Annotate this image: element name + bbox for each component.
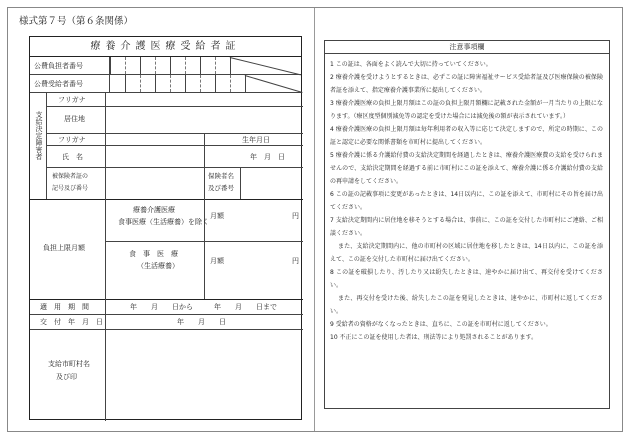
recipient-number-row: [30, 75, 301, 93]
note-item-7-continued: また、支給決定期間内に、他の市町村の区域に居住地を移したときは、14日以内に、この証を添えて、この証を交付した市町村に届け出てください。: [330, 243, 603, 263]
note-item-7: 7 支給決定期間内に居住地を移そうとする場合は、事前に、この証を交付した市町村にご連絡、ご相談ください。: [330, 217, 603, 237]
limit-row1-monthly-label: 月額: [210, 212, 224, 220]
birthdate-label: 生年月日: [242, 136, 270, 144]
note-item-6: 6 この証の記載事項に変更があったときは、14日以内に、この証を添えて、市町村にその旨を届け出てください。: [330, 191, 603, 211]
page-divider: [314, 8, 315, 431]
note-item-8-continued: また、再交付を受けた後、紛失したこの証を発見したときは、速やかに、市町村に返してください。: [330, 295, 603, 315]
diagonal-strike: [230, 57, 301, 75]
insurer-label-line1: 保険者名: [208, 172, 234, 180]
support-decided-person-label: 支給決定障害者: [35, 111, 43, 160]
limit-row2-monthly-label: 月額: [210, 257, 224, 265]
municipality-label-line2: 及び印: [56, 373, 77, 381]
furigana-label-address: フリガナ: [58, 96, 86, 104]
note-item-3: 3 療養介護医療の負担上限月額はこの証の負担上限月額欄に記載された金額が一月当たりの上限になります。（療区度型個別減免等の認定を受けた場合には減免後の額が表示されています。）: [330, 100, 603, 120]
name-label: 氏 名: [62, 153, 83, 161]
birthdate-value: 年 月 日: [250, 153, 285, 161]
municipality-label-line1: 支給市町村名: [48, 360, 90, 368]
notes-panel: [324, 40, 610, 409]
limit-row2-label-line2: （生活療養）: [137, 262, 179, 270]
limit-row2-yen: 円: [292, 257, 299, 265]
limit-row2-label-line1: 食 事 医 療: [129, 250, 178, 258]
issue-date-label: 交 付 年 月 日: [40, 318, 103, 326]
certificate-title: 療養介護医療受給者証: [90, 41, 241, 52]
limit-row1-label-line2: 食事医療（生活療養）を除く: [118, 218, 209, 226]
note-item-2: 2 療養介護を受けようとするときは、必ずこの証に障害福祉サービス受給者証及び医療保険の被保険者証を添えて、指定療養介護事業所に提出してください。: [330, 74, 603, 94]
note-item-4: 4 療養介護医療の負担上限月額は毎年利用者の収入等に応じて決定しますので、所定の時期に、この証と認定に必要な関係書類を市町村に提出してください。: [330, 126, 603, 146]
period-value: 年 月 日から 年 月 日まで: [130, 303, 277, 311]
period-label: 適 用 期 間: [40, 303, 89, 311]
form-style-label: 様式第７号（第６条関係）: [19, 16, 134, 27]
insured-label-line1: 被保険者証の: [52, 173, 89, 180]
limit-label: 負担上限月額: [43, 244, 85, 252]
address-label: 居住地: [64, 115, 85, 123]
payer-number-row: [30, 57, 301, 75]
certificate-table: [29, 36, 302, 420]
note-item-5: 5 療養介護に係る介護給付費の支給決定期間を経過したときは、療養介護医療費の支給を受けられませんので、支給決定期間を経過する前に市町村にこの証を添えて、療養介護に係る介護給付費の支給の再申請をしてください。: [330, 152, 603, 185]
insurer-label-line2: 及び番号: [208, 184, 234, 192]
note-item-9: 9 受給者の資格がなくなったときは、直ちに、この証を市町村に返してください。: [330, 321, 552, 328]
limit-row1-yen: 円: [292, 212, 299, 220]
recipient-number-label: 公費受給者番号: [34, 80, 83, 88]
furigana-label-name: フリガナ: [58, 136, 86, 144]
note-item-1: 1 この証は、各面をよく読んで大切に持っていてください。: [330, 61, 492, 68]
certificate-title-row: [30, 37, 301, 57]
note-item-8: 8 この証を破損したり、汚したり又は紛失したときは、速やかに届け出て、再交付を受けてください。: [330, 269, 603, 289]
notes-body: [330, 58, 603, 344]
notes-title: 注意事項欄: [325, 41, 609, 54]
issue-date-value: 年 月 日: [177, 318, 226, 326]
payer-number-label: 公費負担者番号: [34, 62, 83, 70]
note-item-10: 10 不正にこの証を使用した者は、刑法等により処罰されることがあります。: [330, 334, 538, 341]
insured-label-line2: 記号及び番号: [52, 185, 89, 192]
limit-row1-label-line1: 療養介護医療: [133, 206, 175, 214]
